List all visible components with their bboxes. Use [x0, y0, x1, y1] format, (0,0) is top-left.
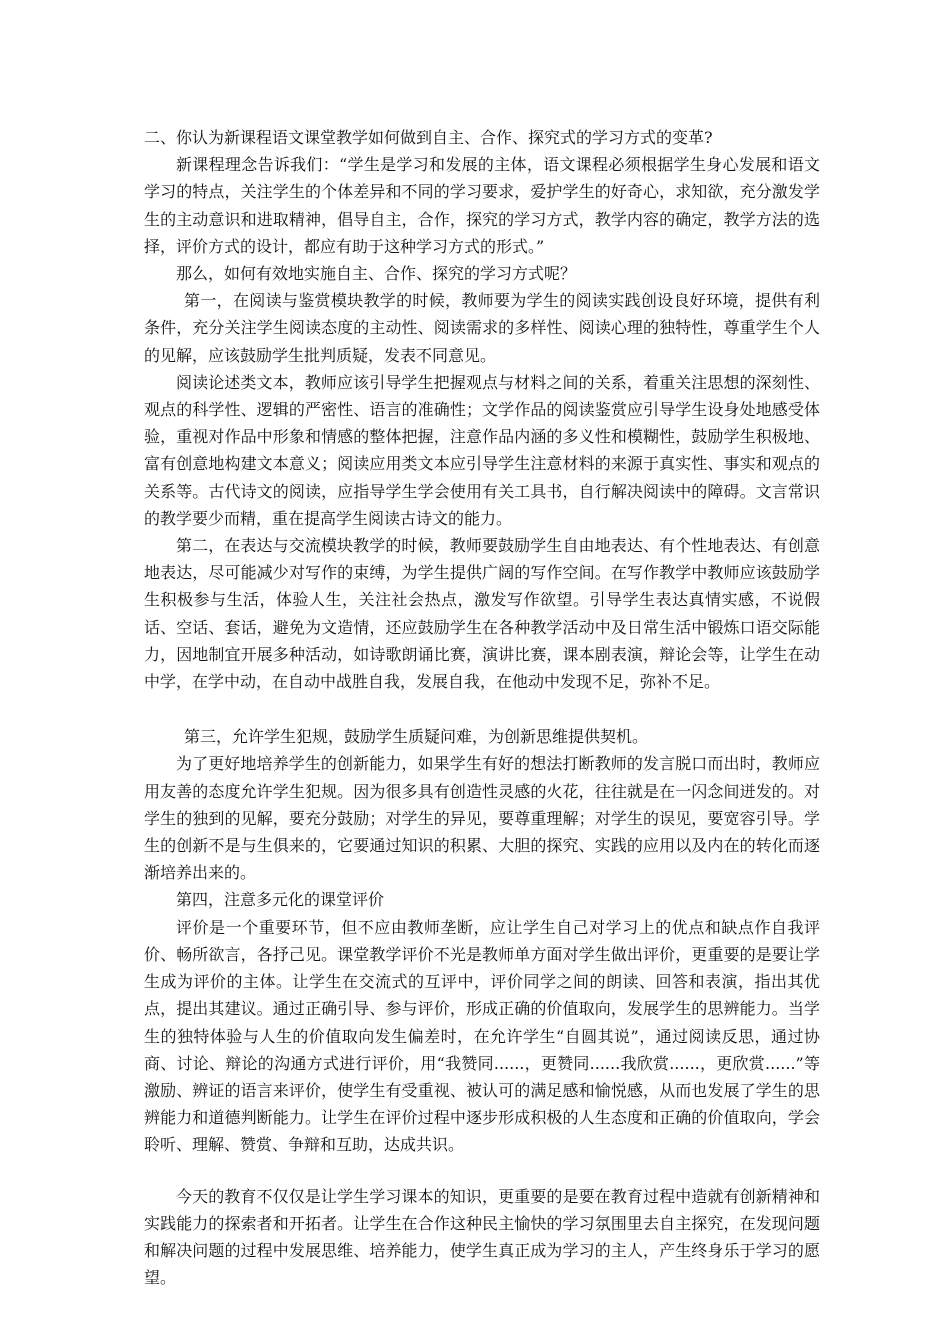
paragraph-third-point: 第三，允许学生犯规，鼓励学生质疑问难，为创新思维提供契机。 — [184, 727, 649, 747]
paragraph-how-to-implement: 那么，如何有效地实施自主、合作、探究的学习方式呢？ — [176, 264, 577, 284]
paragraph-second-point: 第二，在表达与交流模块教学的时候，教师要鼓励学生自由地表达、有个性地表达、有创意地表达，尽可能减少对写作的束缚，为学生提供广阔的写作空间。在写作教学中教师应该鼓励学生积极参与生活，体验人生，关注社会热点，激发写作欲望。引导学生表达真情实感，不说假话、空话、套话，避免为文造情，还应鼓励学生在各种教学活动中及日常生活中锻炼口语交际能力，因地制宜开展多种活动，如诗歌朗诵比赛，演讲比赛，课本剧表演，辩论会等，让学生在动中学，在学中动，在自动中战胜自我，发展自我，在他动中发现不足，弥补不足。 — [144, 536, 820, 692]
paragraph-reading-texts: 阅读论述类文本，教师应该引导学生把握观点与材料之间的关系，着重关注思想的深刻性、观点的科学性、逻辑的严密性、语言的准确性；文学作品的阅读鉴赏应引导学生设身处地感受体验，重视对作品中形象和情感的整体把握，注意作品内涵的多义性和模糊性，鼓励学生积极地、富有创意地构建文本意义；阅读应用类文本应引导学生注意材料的来源于真实性、事实和观点的关系等。古代诗文的阅读，应指导学生学会使用有关工具书，自行解决阅读中的障碍。文言常识的教学要少而精，重在提高学生阅读古诗文的能力。 — [144, 372, 820, 528]
paragraph-conclusion: 今天的教育不仅仅是让学生学习课本的知识，更重要的是要在教育过程中造就有创新精神和实践能力的探索者和开拓者。让学生在合作这种民主愉快的学习氛围里去自主探究，在发现问题和解决问题的过程中发展思维、培养能力，使学生真正成为学习的主人，产生终身乐于学习的愿望。 — [144, 1186, 820, 1288]
question-heading: 二、你认为新课程语文课堂教学如何做到自主、合作、探究式的学习方式的变革? — [144, 128, 713, 147]
paragraph-evaluation: 评价是一个重要环节，但不应由教师垄断，应让学生自己对学习上的优点和缺点作自我评价、畅所欲言，各抒己见。课堂教学评价不光是教师单方面对学生做出评价，更重要的是要让学生成为评价的主体。让学生在交流式的互评中，评价同学之间的朗读、回答和表演，指出其优点，提出其建议。通过正确引导、参与评价，形成正确的价值取向，发展学生的思辨能力。当学生的独特体验与人生的价值取向发生偏差时，在允许学生“自圆其说”，通过阅读反思，通过协商、讨论、辩论的沟通方式进行评价，用“我赞同......，更赞同......我欣赏......，更欣赏......”等激励、辨证的语言来评价，使学生有受重视、被认可的满足感和愉悦感，从而也发展了学生的思辨能力和道德判断能力。让学生在评价过程中逐步形成积极的人生态度和正确的价值取向，学会聆听、理解、赞赏、争辩和互助，达成共识。 — [144, 917, 820, 1155]
paragraph-curriculum-concept: 新课程理念告诉我们：“学生是学习和发展的主体，语文课程必须根据学生身心发展和语文学习的特点，关注学生的个体差异和不同的学习要求，爱护学生的好奇心，求知欲，充分激发学生的主动意识和进取精神，倡导自主，合作，探究的学习方式，教学内容的确定，教学方法的选择，评价方式的设计，都应有助于这种学习方式的形式。” — [144, 155, 820, 256]
paragraph-creativity: 为了更好地培养学生的创新能力，如果学生有好的想法打断教师的发言脱口而出时，教师应用友善的态度允许学生犯规。因为很多具有创造性灵感的火花，往往就是在一闪念间迸发的。对学生的独到的见解，要充分鼓励；对学生的异见，要尊重理解；对学生的误见，要宽容引导。学生的创新不是与生俱来的，它要通过知识的积累、大胆的探究、实践的应用以及内在的转化而逐渐培养出来的。 — [144, 754, 820, 883]
paragraph-fourth-point: 第四，注意多元化的课堂评价 — [176, 890, 385, 910]
paragraph-first-point: 第一，在阅读与鉴赏模块教学的时候，教师要为学生的阅读实践创设良好环境，提供有利条件，充分关注学生阅读态度的主动性、阅读需求的多样性、阅读心理的独特性，尊重学生个人的见解，应该鼓励学生批判质疑，发表不同意见。 — [144, 291, 820, 365]
document-body — [144, 124, 820, 1291]
